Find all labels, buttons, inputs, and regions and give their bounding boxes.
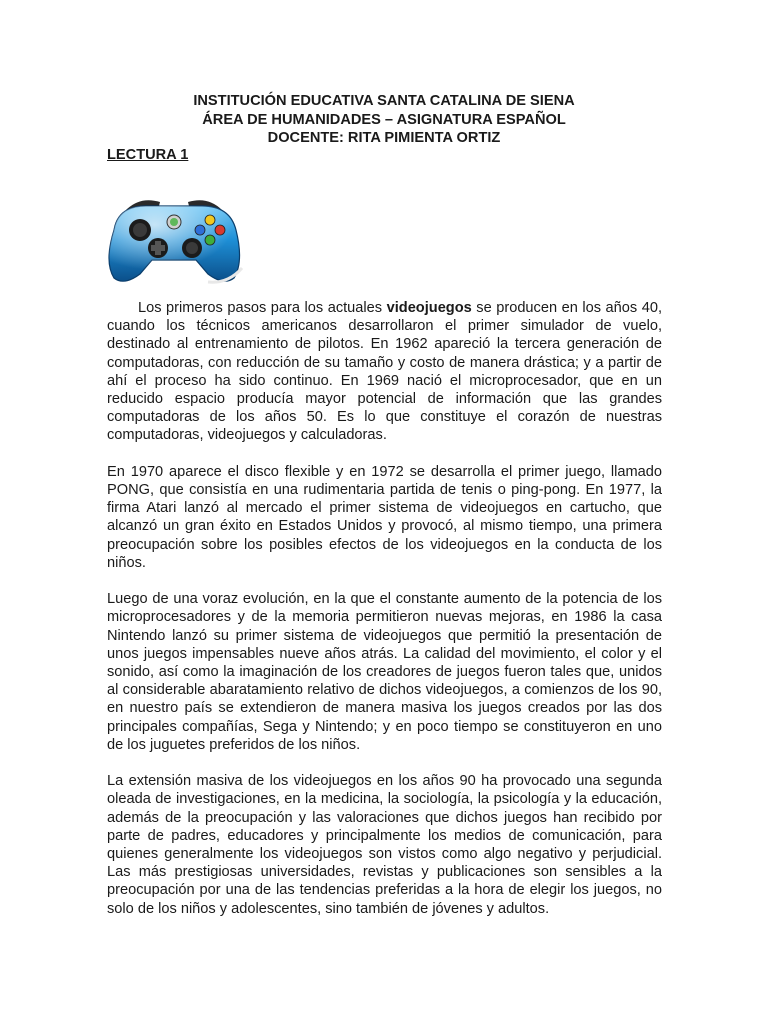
reading-body [107,299,662,936]
department-subject: ÁREA DE HUMANIDADES – ASIGNATURA ESPAÑOL [202,111,566,128]
game-controller-icon [104,190,244,286]
document-header [0,92,768,148]
teacher-name: DOCENTE: RITA PIMIENTA ORTIZ [267,130,501,146]
paragraph-1-rest: se producen en los años 40, cuando los técnicos americanos desarrollaron el primer simulador de vuelo, destinado al entrenamiento de pilotos. En 1962 apareció la tercera generación de computadoras, con reducción de su tamaño y costo de manera drástica; y a partir de ahí el proceso ha sido continuo. En 1969 nació el microprocesador, que en un reducido espacio producía mayor potencial de información que las grandes computadoras de los años 50. Es lo que constituye el corazón de nuestras computadoras, videojuegos y calculadoras. [107,300,662,444]
reading-title: LECTURA 1 [107,147,189,163]
paragraph-1 [107,299,662,445]
paragraph-2: En 1970 aparece el disco flexible y en 1972 se desarrolla el primer juego, llamado PONG, que consistía en una rudimentaria partida de tenis o ping-pong. En 1977, la firma Atari lanzó al mercado el primer sistema de videojuegos en cartucho, que alcanzó un gran éxito en Estados Unidos y provocó, al mismo tiempo, una primera preocupación sobre los posibles efectos de los videojuegos en la conducta de los niños. [107,463,662,571]
paragraph-3: Luego de una voraz evolución, en la que el constante aumento de la potencia de los microprocesadores y de la memoria permitieron nuevas mejoras, en 1986 la casa Nintendo lanzó su primer sistema de videojuegos que permitió la presentación de unos juegos impensables nueve años atrás. La calidad del movimiento, el color y el sonido, así como la imaginación de los creadores de juegos fueron tales que, unidos al considerable abaratamiento relativo de dichos videojuegos, a comienzos de los 90, en nuestro país se extendieron de manera masiva los juegos creados por las dos principales compañías, Sega y Nintendo; y en poco tiempo se constituyeron en uno de los juguetes preferidos de los niños. [107,591,662,753]
keyword-videojuegos: videojuegos [386,300,472,316]
institution-name: INSTITUCIÓN EDUCATIVA SANTA CATALINA DE SIENA [193,93,575,109]
paragraph-4: La extensión masiva de los videojuegos en los años 90 ha provocado una segunda oleada de investigaciones, en la medicina, la sociología, la psicología y la educación, además de la preocupación y las valoraciones que dichos juegos han recibido por parte de padres, educadores y principalmente los medios de comunicación, para quienes generalmente los videojuegos son vistos como algo negativo y perjudicial. Las más prestigiosas universidades, revistas y publicaciones son sensibles a la preocupación por una de las tendencias preferidas a la hora de elegir los juegos, no solo de los niños y adolescentes, sino también de jóvenes y adultos. [107,773,662,917]
paragraph-1-intro: Los primeros pasos para los actuales [138,300,387,316]
